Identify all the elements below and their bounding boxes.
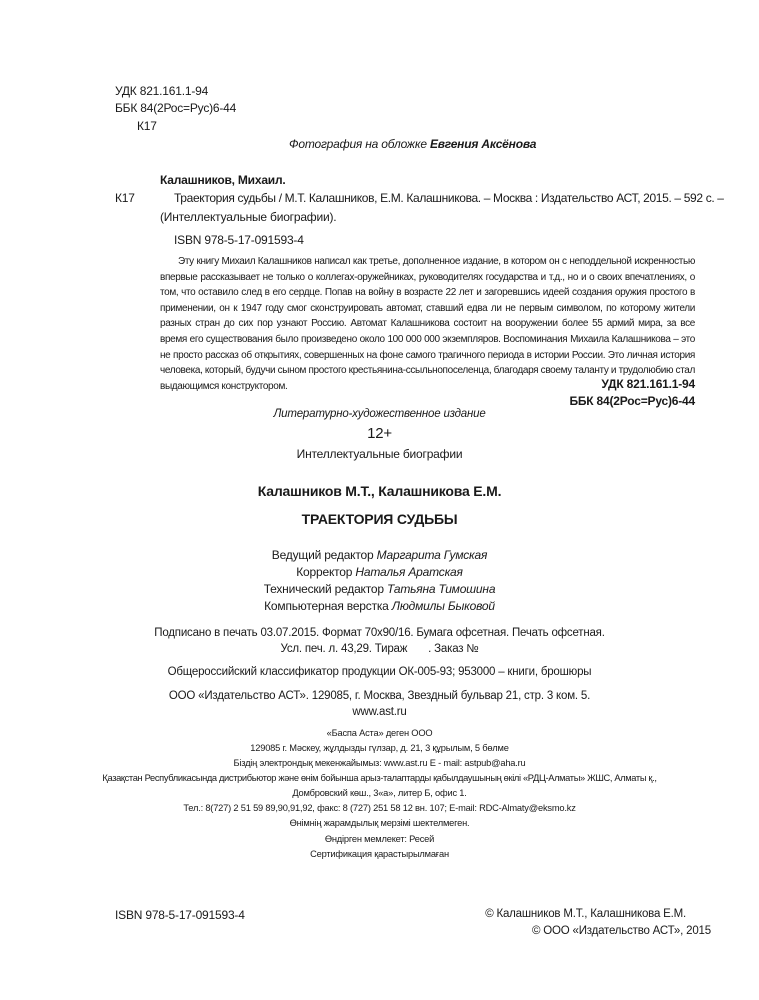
bib-isbn: ISBN 978-5-17-091593-4	[174, 233, 304, 247]
kz-line4: Қазақстан Республикасында дистрибьютор және өнім бойынша арыз-талаптарды қабылдаушының өкілі «РДЦ-Алматы» ЖШС, Алматы қ.,	[102, 773, 657, 783]
kz-line2: 129085 г. Мәскеу, жұлдызды гүлзар, д. 21, 3 құрылым, 5 бөлме	[250, 743, 509, 753]
bib-mark: К17	[115, 191, 135, 205]
age-rating: 12+	[367, 425, 392, 442]
kz-line3: Біздің электрондық мекенжайымыз: www.ast.ru E - mail: astpub@aha.ru	[233, 758, 526, 768]
bib-description-line1: Траектория судьбы / М.Т. Калашников, Е.М. Калашникова. – Москва : Издательство АСТ, 2015. – 592 с. –	[174, 191, 724, 205]
kz-line6: Тел.: 8(727) 2 51 59 89,90,91,92, факс: 8 (727) 251 58 12 вн. 107; E-mail: RDC-Almaty@eksmo.kz	[183, 803, 576, 813]
author-mark: К17	[137, 119, 157, 133]
staff-name: Людмилы Быковой	[391, 599, 495, 613]
bbk-right: ББК 84(2Рос=Рус)6-44	[569, 394, 695, 408]
classifier: Общероссийский классификатор продукции ОК-005-93; 953000 – книги, брошюры	[167, 666, 592, 678]
kz-line8: Өндірген мемлекет: Ресей	[324, 834, 435, 844]
cover-photo-name: Евгения Аксёнова	[429, 137, 537, 151]
kz-line1: «Баспа Аста» деген ООО	[326, 728, 433, 738]
staff-name: Татьяна Тимошина	[387, 582, 496, 596]
bib-description-line2: (Интеллектуальные биографии).	[160, 210, 337, 224]
bbk-code: ББК 84(2Рос=Рус)6-44	[115, 101, 237, 115]
footer-copyright-publisher: © ООО «Издательство АСТ», 2015	[532, 925, 711, 937]
staff-tech-editor	[0, 582, 759, 596]
publisher-address: ООО «Издательство АСТ». 129085, г. Москва, Звездный бульвар 21, стр. 3 ком. 5.	[168, 690, 591, 702]
edition-authors: Калашников М.Т., Калашникова Е.М.	[257, 483, 502, 499]
series-name: Интеллектуальные биографии	[296, 447, 463, 461]
staff-corrector	[0, 565, 759, 579]
footer-isbn: ISBN 978-5-17-091593-4	[115, 908, 245, 922]
cover-photo-credit	[289, 137, 536, 151]
bib-annotation: Эту книгу Михаил Калашников написал как третье, дополненное издание, в котором он с неподдельной искренностью впервые рассказывает не только о коллегах-оружейниках, руководителях государства и т.д., но и о своих впечатлениях, о том, что оставило след в его сердце. Попав на войну в возрасте 22 лет и загоревшись идеей создания оружия простого в применении, он к 1947 году смог сконструировать автомат, ставший едва ли не первым символом, по которому жители разных стран до сих пор узнают Россию. Автомат Калашникова состоит на вооружении более 55 армий мира, за все время его существования было произведено около 100 000 000 экземпляров. Воспоминания Михаила Калашникова – это не просто рассказ об открытиях, совершенных на фоне самого трагичного периода в истории России. Это личная история человека, который, будучи сыном простого крестьянина-ссыльнопоселенца, благодаря своему таланту и трудолюбию стал выдающимся конструктором.	[160, 256, 696, 392]
staff-lead-editor	[0, 548, 759, 562]
udk-code: УДК 821.161.1-94	[115, 84, 209, 98]
staff-layout	[0, 599, 759, 613]
kz-line9: Сертификация қарастырылмаған	[310, 849, 449, 859]
kz-line7: Өнімнің жарамдылық мерзімі шектелмеген.	[289, 818, 470, 828]
footer-copyright-authors: © Калашников М.Т., Калашникова Е.М.	[485, 908, 686, 920]
staff-role: Ведущий редактор	[271, 548, 374, 562]
print-info-line2: Усл. печ. л. 43,29. Тираж . Заказ №	[280, 643, 479, 655]
publisher-website: www.ast.ru	[352, 706, 407, 718]
staff-name: Наталья Аратская	[355, 565, 463, 579]
staff-role: Корректор	[296, 565, 353, 579]
bib-author: Калашников, Михаил.	[160, 173, 286, 187]
kz-line5: Домбровский көш., 3«а», литер Б, офис 1.	[292, 788, 467, 798]
cover-photo-prefix: Фотография на обложке	[289, 137, 427, 151]
staff-role: Компьютерная верстка	[264, 599, 389, 613]
book-title: ТРАЕКТОРИЯ СУДЬБЫ	[301, 511, 458, 527]
staff-role: Технический редактор	[263, 582, 384, 596]
edition-type: Литературно-художественное издание	[273, 408, 486, 420]
udk-right: УДК 821.161.1-94	[601, 377, 695, 391]
staff-name: Маргарита Гумская	[376, 548, 488, 562]
print-info-line1: Подписано в печать 03.07.2015. Формат 70х90/16. Бумага офсетная. Печать офсетная.	[154, 627, 605, 639]
